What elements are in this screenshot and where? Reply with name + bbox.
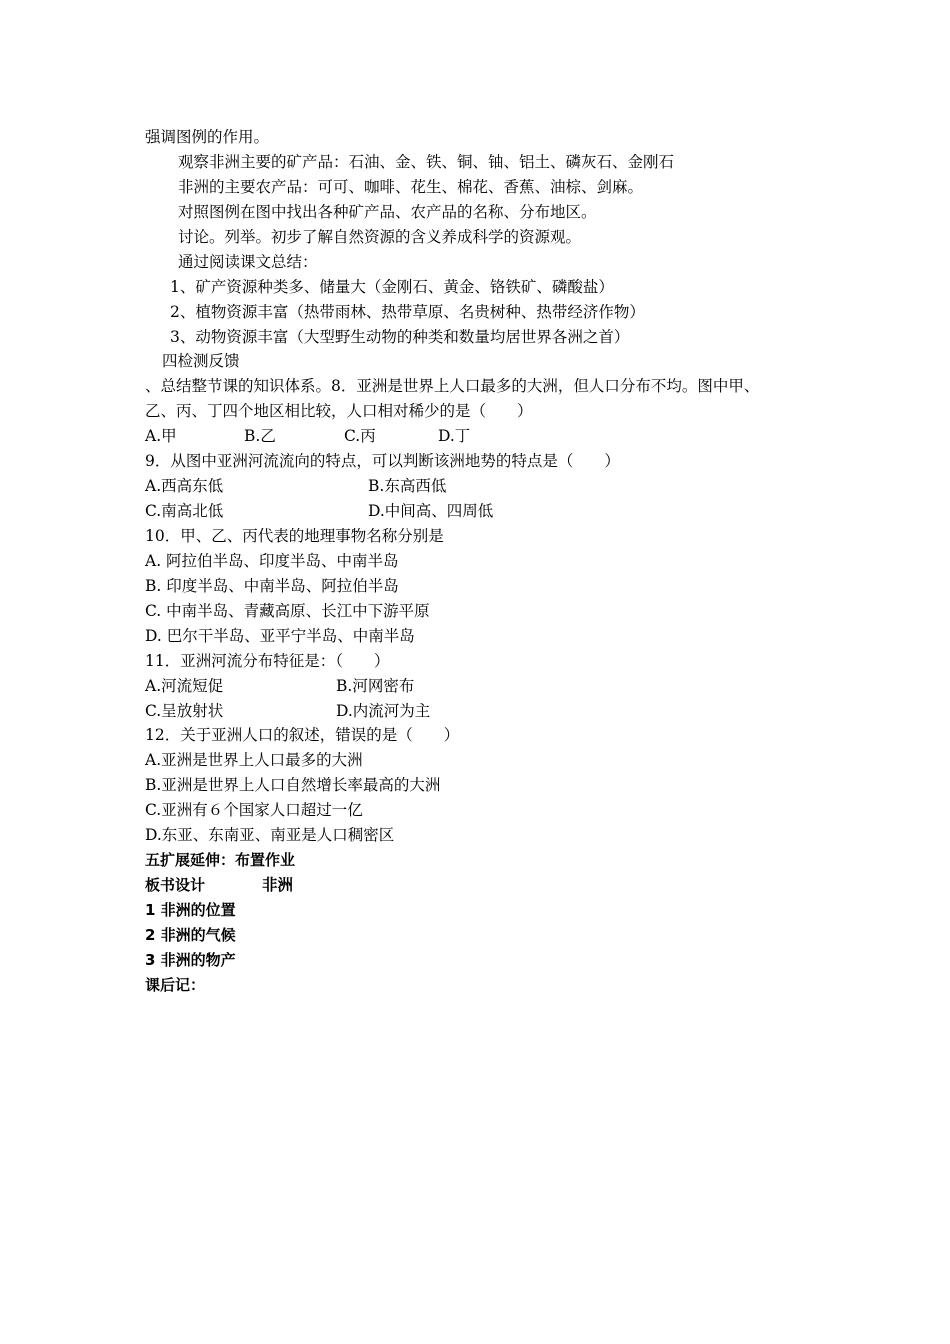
q11-option-b: B.河网密布 <box>336 677 415 695</box>
q11-option-c: C.呈放射状 <box>145 702 224 720</box>
q9-option-d: D.中间高、四周低 <box>368 502 494 520</box>
board-item: 2 非洲的气候 <box>145 926 236 944</box>
board-design-topic: 非洲 <box>262 876 294 894</box>
text-line: 观察非洲主要的矿产品：石油、金、铁、铜、铀、铝土、磷灰石、金刚石 <box>178 153 675 171</box>
question-9-text: 9．从图中亚洲河流流向的特点，可以判断该洲地势的特点是（ ） <box>145 452 620 470</box>
q9-option-a: A.西高东低 <box>145 477 224 495</box>
question-8-text: 乙、丙、丁四个地区相比较，人口相对稀少的是（ ） <box>145 402 533 420</box>
text-line: 非洲的主要农产品：可可、咖啡、花生、棉花、香蕉、油棕、剑麻。 <box>178 178 644 196</box>
board-item: 1 非洲的位置 <box>145 901 236 919</box>
text-line: 3、动物资源丰富（大型野生动物的种类和数量均居世界各洲之首） <box>170 328 630 346</box>
q10-option-d: D. 巴尔干半岛、亚平宁半岛、中南半岛 <box>145 627 415 645</box>
board-design-label: 板书设计 <box>145 876 206 894</box>
q8-option-b: B.乙 <box>244 427 276 445</box>
q8-option-c: C.丙 <box>344 427 376 445</box>
q12-option-d: D.东亚、东南亚、南亚是人口稠密区 <box>145 826 395 844</box>
section-heading: 四检测反馈 <box>162 352 240 370</box>
text-line: 对照图例在图中找出各种矿产品、农产品的名称、分布地区。 <box>178 203 597 221</box>
q11-option-a: A.河流短促 <box>145 677 224 695</box>
q12-option-c: C.亚洲有６个国家人口超过一亿 <box>145 801 363 819</box>
text-line: 1、矿产资源种类多、储量大（金刚石、黄金、铬铁矿、磷酸盐） <box>170 278 614 296</box>
text-line: 通过阅读课文总结： <box>178 253 318 271</box>
section-heading-extension: 五扩展延伸：布置作业 <box>145 851 296 869</box>
post-class-notes-label: 课后记： <box>145 976 206 994</box>
q9-option-c: C.南高北低 <box>145 502 224 520</box>
q10-option-c: C. 中南半岛、青藏高原、长江中下游平原 <box>145 602 430 620</box>
question-12-text: 12．关于亚洲人口的叙述，错误的是（ ） <box>145 726 460 744</box>
q9-option-b: B.东高西低 <box>368 477 447 495</box>
text-line: 2、植物资源丰富（热带雨林、热带草原、名贵树种、热带经济作物） <box>170 303 645 321</box>
question-11-text: 11．亚洲河流分布特征是：（ ） <box>145 652 390 670</box>
q8-option-a: A.甲 <box>145 427 177 445</box>
question-8-text: 、总结整节课的知识体系。8．亚洲是世界上人口最多的大洲，但人口分布不均。图中甲、 <box>145 377 760 395</box>
question-10-text: 10．甲、乙、丙代表的地理事物名称分别是 <box>145 527 444 545</box>
q8-option-d: D.丁 <box>438 427 471 445</box>
q10-option-b: B. 印度半岛、中南半岛、阿拉伯半岛 <box>145 577 399 595</box>
q12-option-b: B.亚洲是世界上人口自然增长率最高的大洲 <box>145 776 441 794</box>
q12-option-a: A.亚洲是世界上人口最多的大洲 <box>145 751 363 769</box>
text-line: 讨论。列举。初步了解自然资源的含义养成科学的资源观。 <box>178 228 582 246</box>
board-item: 3 非洲的物产 <box>145 951 236 969</box>
q11-option-d: D.内流河为主 <box>336 702 431 720</box>
q10-option-a: A. 阿拉伯半岛、印度半岛、中南半岛 <box>145 552 399 570</box>
text-line: 强调图例的作用。 <box>145 128 270 146</box>
